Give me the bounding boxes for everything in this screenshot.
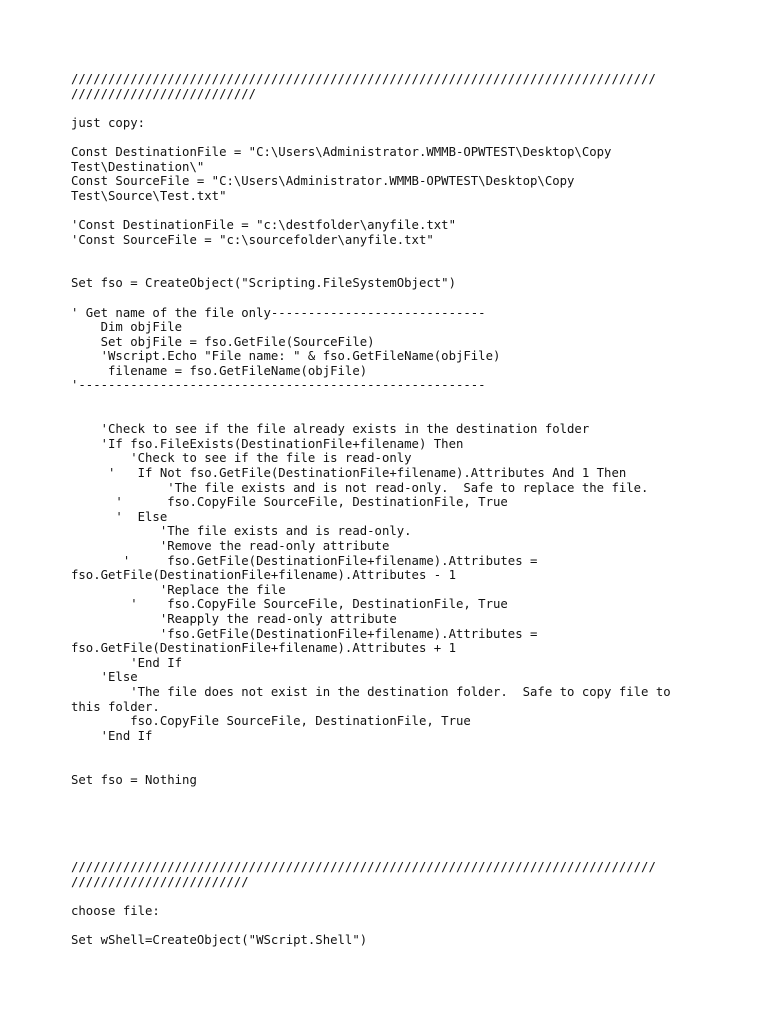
code-line: 'The file exists and is read-only.	[71, 524, 412, 539]
code-line	[71, 831, 711, 846]
code-line	[71, 758, 711, 773]
code-line: ///////////////////////////////////////////////////////////////////////////////	[71, 860, 656, 875]
code-line: ////////////////////////	[71, 874, 249, 889]
code-line: 'Const DestinationFile = "c:\destfolder\anyfile.txt"	[71, 217, 456, 232]
document-page	[71, 72, 711, 948]
code-line: this folder.	[71, 699, 160, 714]
code-line: Test\Destination\"	[71, 159, 205, 174]
code-line: ///////////////////////////////////////////////////////////////////////////////	[71, 72, 656, 86]
code-line	[71, 802, 711, 817]
code-line	[71, 845, 711, 860]
code-line: ' If Not fso.GetFile(DestinationFile+filename).Attributes And 1 Then	[71, 466, 627, 481]
code-line: 'Remove the read-only attribute	[71, 539, 390, 553]
code-line: just copy:	[71, 115, 146, 130]
code-line: ' fso.CopyFile SourceFile, DestinationFile, True	[71, 597, 508, 612]
code-line: choose file:	[71, 903, 160, 918]
code-line: Set wShell=CreateObject("WScript.Shell")	[71, 933, 368, 948]
code-line: 'If fso.FileExists(DestinationFile+filename) Then	[71, 436, 464, 451]
code-line	[71, 787, 711, 802]
code-line: 'Const SourceFile = "c:\sourcefolder\anyfile.txt"	[71, 232, 434, 247]
code-line	[71, 889, 711, 904]
code-listing	[71, 72, 711, 948]
code-line: Set objFile = fso.GetFile(SourceFile)	[71, 334, 375, 349]
code-line: Test\Source\Test.txt"	[71, 188, 227, 203]
code-line: 'Replace the file	[71, 582, 286, 597]
code-line: 'Wscript.Echo "File name: " & fso.GetFileName(objFile)	[71, 349, 501, 364]
code-line	[71, 291, 711, 306]
code-line	[71, 203, 711, 218]
code-line	[71, 262, 711, 277]
code-line: 'The file does not exist in the destination folder. Safe to copy file to	[71, 684, 671, 699]
code-line: fso.CopyFile SourceFile, DestinationFile, True	[71, 714, 471, 729]
code-line: 'Check to see if the file already exists in the destination folder	[71, 422, 590, 437]
code-line: ' Else	[71, 509, 168, 524]
code-line: 'End If	[71, 655, 183, 670]
code-line: ' Get name of the file only-----------------------------	[71, 305, 486, 320]
code-line: ' fso.CopyFile SourceFile, DestinationFile, True	[71, 495, 508, 510]
code-line	[71, 393, 711, 408]
code-line	[71, 408, 711, 423]
code-line: 'The file exists and is not read-only. Safe to replace the file.	[71, 480, 649, 495]
code-line: 'End If	[71, 728, 153, 743]
code-line: fso.GetFile(DestinationFile+filename).Attributes - 1	[71, 568, 456, 583]
code-line: /////////////////////////	[71, 86, 257, 101]
code-line: fso.GetFile(DestinationFile+filename).Attributes + 1	[71, 641, 456, 656]
code-line	[71, 130, 711, 145]
code-line	[71, 247, 711, 262]
code-line: filename = fso.GetFileName(objFile)	[71, 363, 368, 378]
code-line: Dim objFile	[71, 320, 183, 335]
code-line	[71, 101, 711, 116]
code-line: 'Check to see if the file is read-only	[71, 451, 412, 466]
code-line: Set fso = Nothing	[71, 772, 197, 787]
code-line: 'Reapply the read-only attribute	[71, 611, 397, 626]
code-line	[71, 743, 711, 758]
code-line: Set fso = CreateObject("Scripting.FileSystemObject")	[71, 276, 456, 291]
code-line: Const SourceFile = "C:\Users\Administrator.WMMB-OPWTEST\Desktop\Copy	[71, 174, 575, 189]
code-line	[71, 816, 711, 831]
code-line: Const DestinationFile = "C:\Users\Administrator.WMMB-OPWTEST\Desktop\Copy	[71, 144, 612, 159]
code-line: 'fso.GetFile(DestinationFile+filename).Attributes =	[71, 626, 538, 641]
code-line	[71, 918, 711, 933]
code-line: 'Else	[71, 670, 138, 685]
code-line: '-------------------------------------------------------	[71, 378, 486, 393]
code-line: ' fso.GetFile(DestinationFile+filename).Attributes =	[71, 553, 538, 568]
